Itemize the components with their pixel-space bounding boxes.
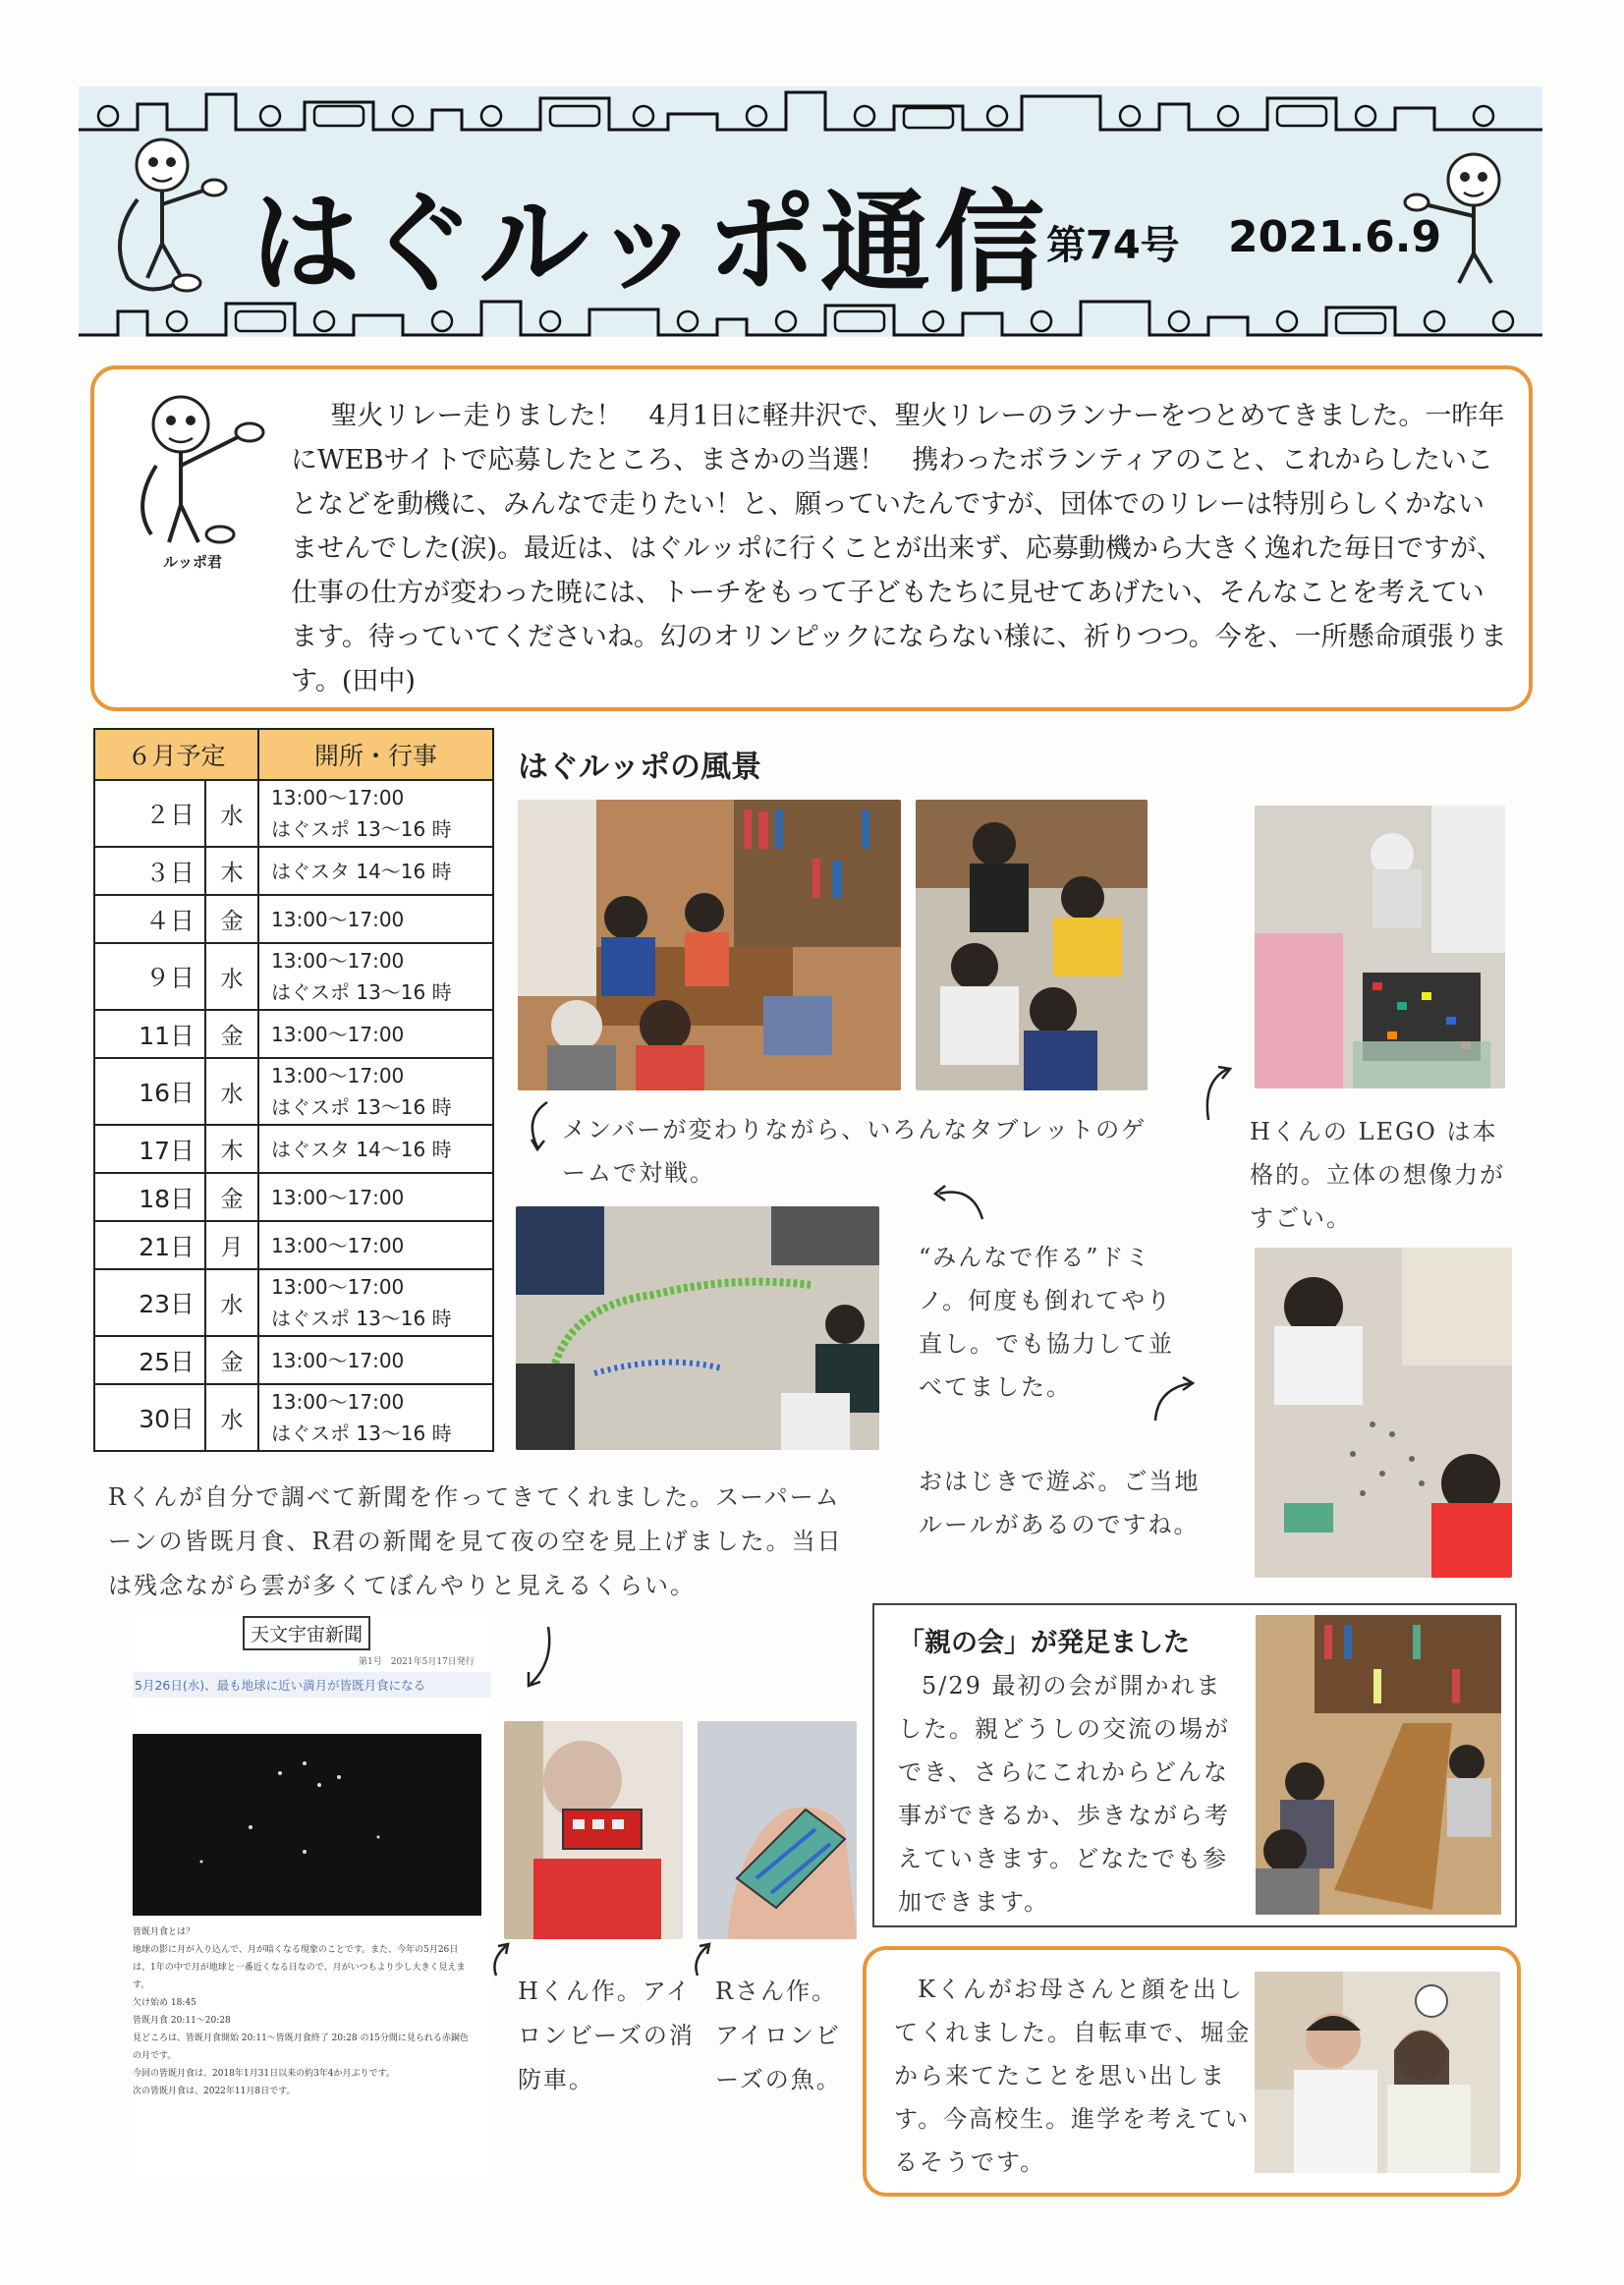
scenes-title: はぐルッポの風景 xyxy=(518,750,761,785)
schedule-event-line: 13:00～17:00 xyxy=(271,786,405,809)
schedule-event-line: はぐスポ 13～16 時 xyxy=(271,1095,452,1119)
table-row xyxy=(94,1336,493,1384)
caption-h-craft: Hくん作。アイロンビーズの消防車。 xyxy=(518,1978,695,2093)
curved-arrow-icon xyxy=(521,1623,560,1692)
k-kun-visit-box xyxy=(863,1946,1521,2197)
photo-kids-on-floor xyxy=(916,800,1148,1090)
schedule-day: 11日 xyxy=(94,1010,205,1058)
schedule-events xyxy=(258,1058,493,1125)
table-header-row xyxy=(94,729,493,780)
table-row xyxy=(94,943,493,1010)
schedule-events xyxy=(258,1221,493,1269)
ruppo-mascot-icon xyxy=(122,387,279,554)
schedule-event-line: はぐスポ 13～16 時 xyxy=(271,817,452,841)
intro-message-box xyxy=(90,365,1533,711)
table-header-events: 開所・行事 xyxy=(258,729,493,780)
photo-k-kun-and-mother xyxy=(1255,1972,1500,2173)
parents-group-box xyxy=(872,1603,1517,1927)
caption-ohajiki: おはじきで遊ぶ。ご当地ルールがあるのですね。 xyxy=(919,1468,1201,1538)
schedule-day: ２日 xyxy=(94,780,205,847)
schedule-weekday: 金 xyxy=(205,1173,258,1221)
photo-domino xyxy=(516,1206,879,1450)
curved-arrow-icon xyxy=(518,1098,557,1157)
schedule-events xyxy=(258,780,493,847)
table-row xyxy=(94,1269,493,1336)
ruppo-mascot-left-icon xyxy=(108,131,236,298)
schedule-events xyxy=(258,1269,493,1336)
schedule-weekday: 金 xyxy=(205,1336,258,1384)
schedule-events xyxy=(258,1173,493,1221)
intro-text: 聖火リレー走りました！ 4月1日に軽井沢で、聖火リレーのランナーをつとめてきました。一昨年にWEBサイトで応募したところ、まさかの当選！ 携わったボランティアのこと、これからしたいことなどを動機に、みんなで走りたい！と、願っていたんですが、団体でのリレーは特別らしくかないませんでした(涙)。最近は、はぐルッポに行くことが出来ず、応募動機から大きく逸れた毎日ですが、仕事の仕方が変わった暁には、トーチをもって子どもたちに見せてあげたい、そんなことを考えています。待っていてくださいね。幻のオリンピックにならない様に、祈りつつ。今を、一所懸命頑張ります。(田中) xyxy=(291,401,1507,697)
schedule-events xyxy=(258,1010,493,1058)
schedule-event-line: はぐスタ 14～16 時 xyxy=(271,859,452,883)
schedule-events xyxy=(258,1336,493,1384)
schedule-event-line: はぐスポ 13～16 時 xyxy=(271,1421,452,1445)
curved-arrow-icon xyxy=(1148,1375,1206,1424)
city-skyline-top-illustration xyxy=(79,84,1542,132)
issue-number: 第74号 xyxy=(1046,223,1180,268)
schedule-day: ４日 xyxy=(94,895,205,943)
schedule-weekday: 金 xyxy=(205,895,258,943)
schedule-events xyxy=(258,1125,493,1173)
schedule-events xyxy=(258,895,493,943)
kid-newspaper-paragraph: 皆既月食とは？ xyxy=(133,1927,196,1937)
schedule-weekday: 水 xyxy=(205,1384,258,1451)
table-row xyxy=(94,1058,493,1125)
photo-tablet-games xyxy=(518,800,901,1090)
photo-r-fish-beads xyxy=(698,1721,857,1939)
curved-arrow-icon xyxy=(924,1184,992,1223)
issue-date: 2021.6.9 xyxy=(1228,212,1442,262)
schedule-weekday: 水 xyxy=(205,1269,258,1336)
curved-arrow-icon xyxy=(486,1940,516,1979)
schedule-day: 30日 xyxy=(94,1384,205,1451)
table-row xyxy=(94,1010,493,1058)
kid-newspaper-issue: 第1号 2021年5月17日発行 xyxy=(359,1657,475,1667)
curved-arrow-icon xyxy=(1199,1061,1238,1130)
mascot-label: ルッポ君 xyxy=(163,553,223,571)
schedule-day: ３日 xyxy=(94,847,205,895)
kid-newspaper-title: 天文宇宙新聞 xyxy=(243,1616,370,1650)
june-schedule-table xyxy=(93,728,494,1452)
schedule-event-line: はぐスタ 14～16 時 xyxy=(271,1137,452,1161)
schedule-event-line: 13:00～17:00 xyxy=(271,1233,405,1257)
photo-h-fire-truck-beads xyxy=(504,1721,683,1939)
kid-newspaper-body xyxy=(133,1923,472,2100)
schedule-weekday: 木 xyxy=(205,1125,258,1173)
caption-domino: “みんなで作る”ドミノ。何度も倒れてやり直し。でも協力して並べてました。 xyxy=(919,1244,1174,1401)
schedule-day: 25日 xyxy=(94,1336,205,1384)
schedule-event-line: はぐスポ 13～16 時 xyxy=(271,980,452,1004)
schedule-weekday: 月 xyxy=(205,1221,258,1269)
kid-newspaper-headline: 5月26日(水)、最も地球に近い満月が皆既月食になる xyxy=(135,1678,426,1693)
kid-newspaper-clipping xyxy=(133,1611,491,2181)
schedule-events xyxy=(258,1384,493,1451)
kid-newspaper-paragraph: 次の皆既月食は、2022年11月8日です。 xyxy=(133,2087,296,2096)
kid-newspaper-paragraph: 欠け始め 18:45 xyxy=(133,1998,196,2008)
schedule-event-line: 13:00～17:00 xyxy=(271,1064,405,1087)
table-row xyxy=(94,1221,493,1269)
table-header-month: ６月予定 xyxy=(94,729,258,780)
photo-lego xyxy=(1255,806,1505,1088)
schedule-weekday: 水 xyxy=(205,943,258,1010)
k-kun-visit-text: Kくんがお母さんと顔を出してくれました。自転車で、堀金から来てたことを思い出します。今高校生。進学を考えているそうです。 xyxy=(894,1976,1252,2176)
schedule-day: 23日 xyxy=(94,1269,205,1336)
schedule-event-line: 13:00～17:00 xyxy=(271,1348,405,1372)
table-row xyxy=(94,895,493,943)
schedule-event-line: 13:00～17:00 xyxy=(271,1185,405,1209)
table-row xyxy=(94,1173,493,1221)
schedule-event-line: 13:00～17:00 xyxy=(271,1275,405,1299)
schedule-day: 21日 xyxy=(94,1221,205,1269)
schedule-weekday: 水 xyxy=(205,780,258,847)
table-row xyxy=(94,1125,493,1173)
caption-lego: Hくんの LEGO は本格的。立体の想像力がすごい。 xyxy=(1250,1118,1505,1232)
schedule-events xyxy=(258,847,493,895)
caption-tablet: メンバーが変わりながら、いろんなタブレットのゲームで対戦。 xyxy=(562,1116,1148,1187)
schedule-event-line: 13:00～17:00 xyxy=(271,1022,405,1046)
schedule-weekday: 水 xyxy=(205,1058,258,1125)
photo-parents-meeting xyxy=(1256,1615,1501,1915)
kid-newspaper-paragraph: 地球の影に月が入り込んで、月が暗くなる現象のことです。また、今年の5月26日は、1年の中で月が地球と一番近くなる日なので、月がいつもより少し大きく見えます。 xyxy=(133,1945,466,1990)
table-row xyxy=(94,847,493,895)
schedule-weekday: 金 xyxy=(205,1010,258,1058)
schedule-day: 16日 xyxy=(94,1058,205,1125)
schedule-event-line: 13:00～17:00 xyxy=(271,949,405,973)
kid-newspaper-paragraph: 見どころは、皆既月食開始 20:11～皆既月食終了 20:28 の15分間に見られる赤銅色の月です。 xyxy=(133,2034,469,2061)
schedule-event-line: はぐスポ 13～16 時 xyxy=(271,1307,452,1330)
newspaper-story-text: Rくんが自分で調べて新聞を作ってきてくれました。スーパームーンの皆既月食、R君の新聞を見て夜の空を見上げました。当日は残念ながら雲が多くてぼんやりと見えるくらい。 xyxy=(108,1483,843,1599)
night-sky-photo xyxy=(133,1734,481,1916)
photo-ohajiki xyxy=(1255,1248,1512,1578)
newsletter-title: はぐルッポ通信 xyxy=(251,180,1048,307)
parents-group-title: 「親の会」が発足ました xyxy=(898,1628,1190,1658)
schedule-event-line: 13:00～17:00 xyxy=(271,1390,405,1414)
kid-newspaper-paragraph: 皆既月食 20:11～20:28 xyxy=(133,2016,231,2026)
schedule-day: 17日 xyxy=(94,1125,205,1173)
schedule-day: 18日 xyxy=(94,1173,205,1221)
masthead xyxy=(79,86,1542,337)
caption-r-craft: Rさん作。アイロンビーズの魚。 xyxy=(715,1978,842,2093)
table-row xyxy=(94,780,493,847)
schedule-event-line: 13:00～17:00 xyxy=(271,907,405,931)
curved-arrow-icon xyxy=(688,1940,717,1979)
schedule-weekday: 木 xyxy=(205,847,258,895)
table-row xyxy=(94,1384,493,1451)
parents-group-text: 5/29 最初の会が開かれました。親どうしの交流の場ができ、さらにこれからどんな事ができるか、歩きながら考えていきます。どなたでも参加できます。 xyxy=(898,1672,1230,1916)
kid-newspaper-paragraph: 今回の皆既月食は、2018年1月31日以来の約3年4か月ぶりです。 xyxy=(133,2069,395,2079)
schedule-events xyxy=(258,943,493,1010)
schedule-day: ９日 xyxy=(94,943,205,1010)
